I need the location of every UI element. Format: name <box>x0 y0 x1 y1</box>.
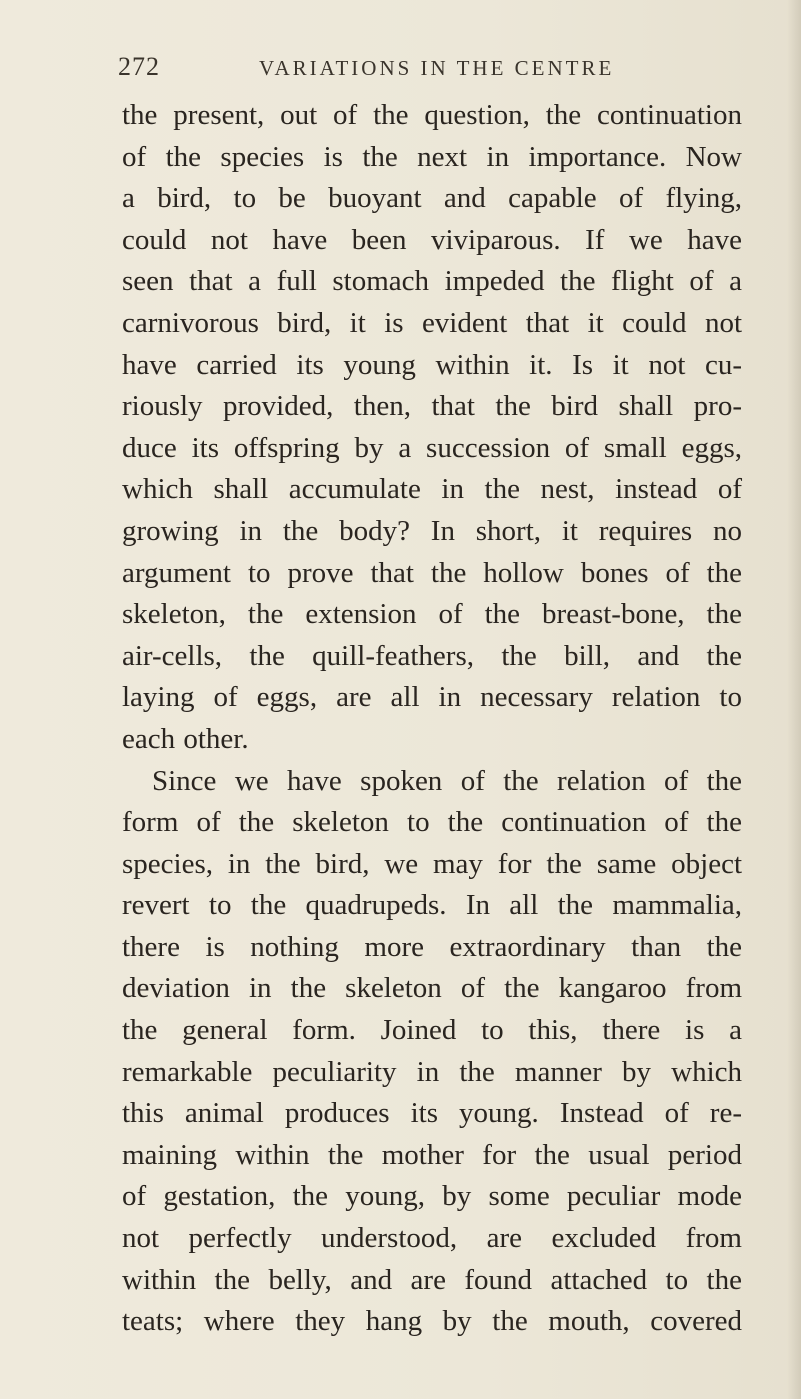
text-line: the present, out of the question, the continuation <box>122 99 742 131</box>
text-line: revert to the quadrupeds. In all the mammalia, <box>122 889 742 922</box>
text-line: duce its offspring by a succession of small eggs, <box>122 431 742 464</box>
text-line: there is nothing more extraordinary than the <box>122 930 742 963</box>
paragraph-end-line: each other. <box>122 722 249 755</box>
text-line: species, in the bird, we may for the same object <box>122 847 742 880</box>
text-line: of the species is the next in importance. Now <box>122 140 742 173</box>
text-line: deviation in the skeleton of the kangaroo from <box>122 972 742 1005</box>
page-header <box>118 52 738 92</box>
text-line: which shall accumulate in the nest, instead of <box>122 473 742 506</box>
text-line: this animal produces its young. Instead of re- <box>122 1097 742 1130</box>
text-line: have carried its young within it. Is it not cu- <box>122 348 742 381</box>
text-line: riously provided, then, that the bird shall pro- <box>122 390 742 423</box>
text-line: seen that a full stomach impeded the flight of a <box>122 265 742 298</box>
text-line: laying of eggs, are all in necessary relation to <box>122 681 742 714</box>
text-line: argument to prove that the hollow bones of the <box>122 556 742 589</box>
text-line: of gestation, the young, by some peculiar mode <box>122 1180 742 1213</box>
text-line: could not have been viviparous. If we have <box>122 223 742 256</box>
text-line: form of the skeleton to the continuation of the <box>122 806 742 839</box>
body-text <box>122 95 742 1343</box>
text-line: air-cells, the quill-feathers, the bill, and the <box>122 639 742 672</box>
text-line: a bird, to be buoyant and capable of flying, <box>122 182 742 215</box>
page-number: 272 <box>118 52 160 81</box>
text-line: growing in the body? In short, it requires no <box>122 514 742 547</box>
text-line: teats; where they hang by the mouth, covered <box>122 1305 742 1338</box>
text-line: carnivorous bird, it is evident that it could not <box>122 306 742 339</box>
text-line: not perfectly understood, are excluded from <box>122 1222 742 1255</box>
text-line: skeleton, the extension of the breast-bone, the <box>122 598 742 631</box>
text-line: maining within the mother for the usual period <box>122 1138 742 1171</box>
paragraph-start-line: Since we have spoken of the relation of the <box>152 764 742 797</box>
text-line: the general form. Joined to this, there is a <box>122 1014 742 1047</box>
text-line: within the belly, and are found attached to the <box>122 1263 742 1296</box>
page-edge-shadow <box>787 0 801 1399</box>
text-line: remarkable peculiarity in the manner by which <box>122 1055 742 1088</box>
running-head: VARIATIONS IN THE CENTRE <box>259 56 615 80</box>
